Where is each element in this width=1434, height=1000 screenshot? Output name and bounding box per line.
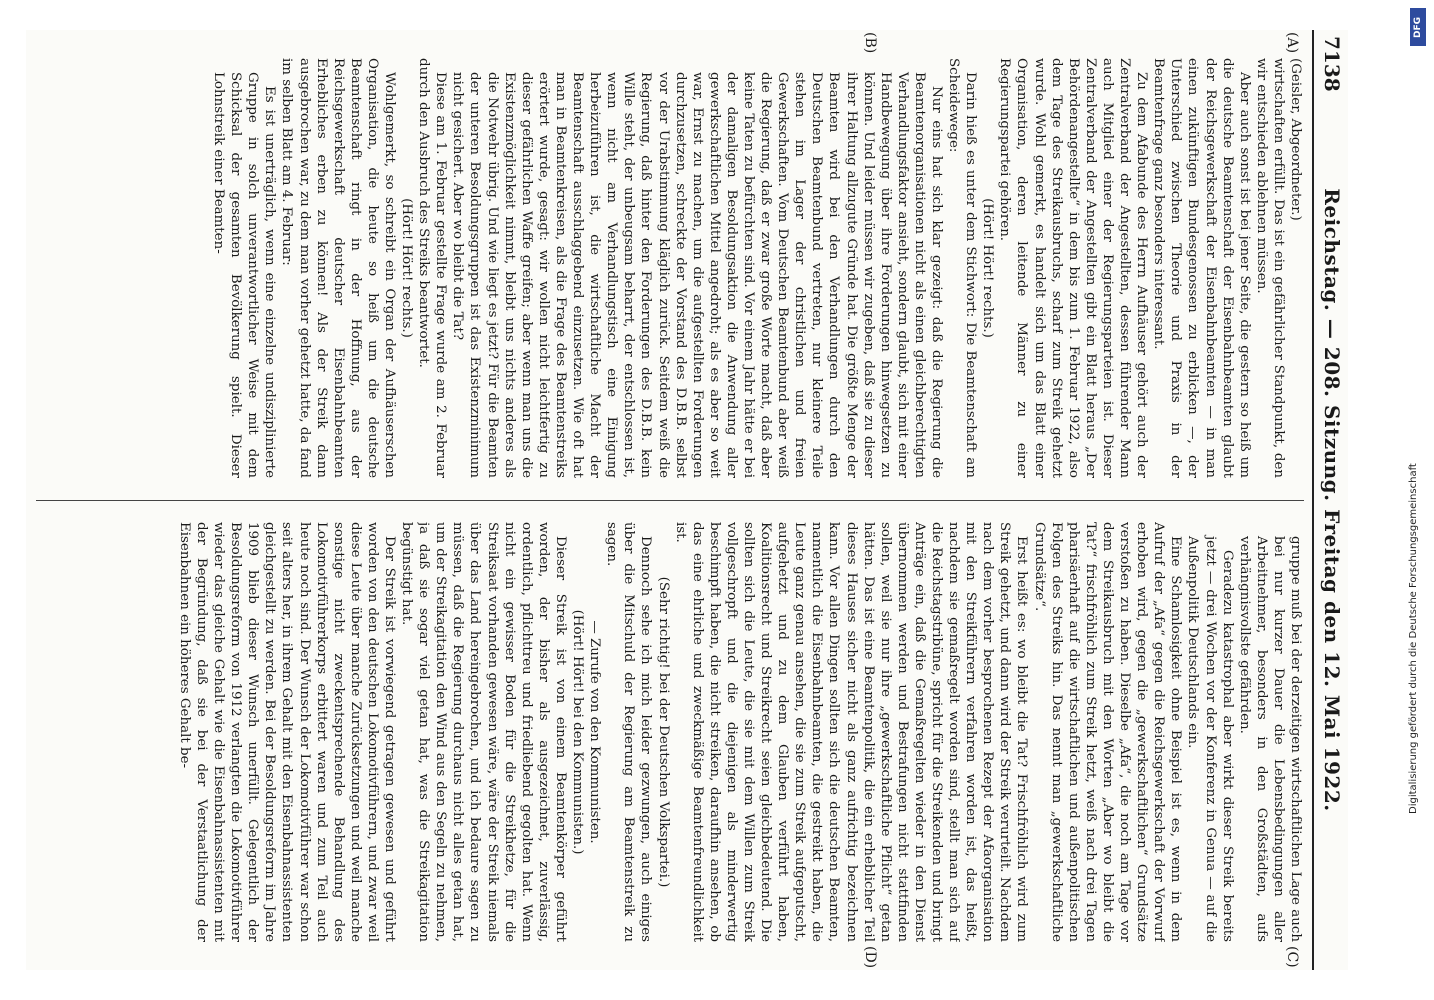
- page-number: 7138: [1320, 36, 1344, 92]
- paragraph: Dennoch sehe ich mich leider gezwungen, auch einiges über die Mitschuld der Regierung am Beamtenstreik zu sagen.: [604, 522, 654, 942]
- interjection: (Hört! Hört! bei den Kommunisten.): [570, 609, 586, 855]
- digitization-note: Digitalisierung gefördert durch die Deutsche Forschungsgemeinschaft: [1408, 463, 1419, 814]
- interjection: (Hört! Hört! rechts.): [399, 198, 415, 338]
- scanned-page: [26, 30, 1348, 970]
- interjection: — Zurufe von den Kommunisten.: [587, 620, 603, 844]
- paragraph: Darin hieß es unter dem Stichwort: Die Beamtenschaft am Scheidewege:: [946, 58, 979, 478]
- page-title: Reichstag. — 208. Sitzung. Freitag den 12. Mai 1922.: [1320, 188, 1344, 812]
- paragraph: Diese am 1. Februar gestellte Frage wurde am 2. Februar durch den Ausbruch des Streiks beantwortet.: [416, 58, 449, 478]
- quoted-paragraph: Nur eins hat sich klar gezeigt: daß die Regierung die Beamtenorganisationen nicht als einen gleichberechtigten Verhandlungsfaktor ansieht, sondern glaubt, sich mit einer Handbewegung über ihre Forderungen hinwegsetzen zu können. Und leider müssen wir zugeben, daß sie zu dieser ihrer Haltung allzugute Gründe hat. Die größte Menge der Beamten wird bei den Verhandlungen durch den Deutschen Beamtenbund vertreten, nur kleinere Teile stehen im Lager der christlichen und freien Gewerkschaften. Vom Deutschen Beamtenbund aber weiß die Regierung, daß er zwar große Worte macht, daß aber keine Taten zu befürchten sind. Vor einem Jahr hätte er bei der damaligen Besoldungsaktion die Anwendung aller gewerkschaftlichen Mittel angedroht; als es aber so weit war, Ernst zu machen, um die aufgestellten Forderungen durchzusetzen, schreckte der Vorstand des D.B.B. selbst vor der Urabstimmung kläglich zurück. Seitdem weiß die Regierung, daß hinter den Forderungen des D.B.B. kein Wille steht, der unbeugsam beharrt, der entschlossen ist, wenn nicht am Verhandlungstisch eine Einigung herbeizuführen ist, die wirtschaftliche Macht der Beamtenschaft ausschlaggebend einzusetzen. Wie oft hat man in Beamtenkreisen, als die Frage des Beamtenstreiks erörtert wurde, gesagt: wir wollen nicht leichtfertig zu dieser gefährlichen Waffe greifen; aber wenn man uns die Existenzmöglichkeit nimmt, bleibt uns nichts anderes als die Notwehr übrig. Und wie liegt es jetzt? Für die Beamten der unteren Besoldungsgruppen ist das Existenzminimum nicht gesichert. Aber wo bleibt die Tat?: [450, 72, 945, 478]
- speaker-line: (Geisler, Abgeordneter.): [1288, 58, 1303, 221]
- paragraph: Erst heißt es: wo bleibt die Tat? Frischfröhlich wird zum Streik gehetzt, und dann wird der Streik verurteilt. Nachdem nach dem vorher besprochenen Rezept der Afaorganisation mit den Streikführern verfahren worden ist, das heißt, nachdem sie gemaßregelt worden sind, stellt man sich auf die Reichstagstribüne, spricht für die Streikenden und bringt Anträge ein, daß die Gemaßregelten wieder in den Dienst übernommen werden und Bestrafungen nicht stattfinden sollen, weil sie nur ihre „gewerkschaftliche Pflicht“ getan hätten. Das ist eine Beamtenpolitik, die ein erheblicher Teil dieses Hauses sicher nicht als ganz aufrichtig bezeichnen kann. Vor allen Dingen sollten sich die deutschen Beamten, namentlich die Eisenbahnbeamten, die gestreikt haben, die Leute ganz genau ansehen, die sie zum Streik aufgeputscht, aufgehetzt und zu dem Glauben verführt haben, Koalitionsrecht und Streikrecht seien gleichbedeutend. Die sollten sich die Leute, die sie mit dem Willen zum Streik vollgeschropft und die diejenigen als minderwertig beschimpft haben, die nicht streiken, daraufhin ansehen, ob das eine ehrliche und zweckmäßige Beamtenfreundlichkeit ist.: [672, 522, 1030, 942]
- digitization-sidebar: [1402, 0, 1434, 1000]
- dfg-logo: DFG: [1410, 8, 1426, 46]
- quoted-paragraph: Geradezu katastrophal aber wirkt dieser Streik bereits jetzt — drei Wochen vor der Konferenz in Genua — auf die Außenpolitik Deutschlands ein.: [1185, 536, 1235, 942]
- interjection: (Sehr richtig! bei der Deutschen Volkspartei.): [655, 576, 671, 888]
- paragraph: Dieser Streik ist von einem Beamtenkörper geführt worden, der bisher als ausgezeichnet, zuverlässig, ordentlich, pflichttreu und friedliebend gegolten hat. Wenn nicht ein gewisser Boden für die Streikhetze, für die Streiksaat vorhanden gewesen wäre, wäre der Streik niemals über das Land hereingebrochen, und ich bedaure sagen zu müssen, daß die Regierung durchaus nicht alles getan hat, um der Streikagitation den Wind aus den Segeln zu nehmen, ja daß sie sogar viel getan hat, was die Streikagitation begünstigt hat.: [399, 522, 568, 942]
- paragraph: Eine Schamlosigkeit ohne Beispiel ist es, wenn in dem Aufruf der „Afa“ gegen die Reichsgewerkschaft der Vorwurf erhoben wird, gegen die „gewerkschaftlichen“ Grundsätze verstoßen zu haben. Dieselbe „Afa“, die noch am Tage vor dem Streikausbruch mit den Worten „Aber wo bleibt die Tat?“ frischfröhlich zum Streik hetzt, weiß nach drei Tagen pharisäerhaft auf die wirtschaftlichen und außenpolitischen Folgen des Streiks hin. Das nennt man „gewerkschaftliche Grundsätze“.: [1031, 522, 1184, 942]
- paragraph: Zu dem Afabunde des Herrn Aufhäuser gehört auch der Zentralverband der Angestellten, dessen führender Mann auch Mitglied einer der Regierungsparteien ist. Dieser Zentralverband der Angestellten gibt ein Blatt heraus „Der Behördenangestellte“ in dem bis zum 1. Februar 1922, also dem Tage des Streikausbruchs, scharf zum Streik gehetzt wurde. Wohl gemerkt, es handelt sich um das Blatt einer Organisation, deren leitende Männer zu einer Regierungspartei gehören.: [997, 58, 1150, 478]
- quoted-paragraph: gruppe muß bei der derzeitigen wirtschaftlichen Lage auch bei nur kurzer Dauer die Lebensbedingungen aller Arbeitnehmer, besonders in den Großstädten, aufs verhängnisvollste gefährden.: [1236, 536, 1303, 942]
- margin-mark-d: (D): [862, 946, 878, 969]
- right-text-column: [36, 522, 1304, 942]
- paragraph: Der Streik ist vorwiegend getragen gewesen und geführt worden von den deutschen Lokomotivführern, und zwar weil diese Leute über manche Zurücksetzungen und weil manche sonstige nicht zweckentsprechende Behandlung des Lokomotivführerkorps erbittert waren und zum Teil auch heute noch sind. Der Wunsch der Lokomotivführer war schon seit alters her, in ihrem Gehalt mit den Eisenbahnassistenten gleichgestellt zu werden. Bei der Besoldungsreform im Jahre 1909 blieb dieser Wunsch unerfüllt. Gelegentlich der Besoldungsreform von 1912 verlangten die Lokomotivführer wieder das gleiche Gehalt wie die Eisenbahnassistenten mit der Begründung, daß sie bei der Verstaatlichung der Eisenbahnen ein höheres Gehalt be-: [176, 522, 398, 942]
- page-header: [1312, 30, 1348, 970]
- margin-mark-a: (A): [1284, 32, 1300, 54]
- quoted-paragraph: Es ist unerträglich, wenn eine einzelne undisziplinierte Gruppe in solch unverantwortlicher Weise mit dem Schicksal der gesamten Bevölkerung spielt. Dieser Lohnstreik einer Beamten-: [211, 72, 278, 478]
- column-divider: [36, 500, 1304, 501]
- margin-mark-b: (B): [862, 32, 878, 54]
- paragraph: Aber auch sonst ist bei jener Seite, die gestern so heiß um die deutsche Beamtenschaft der Eisenbahnbeamten glaubt der Reichsgewerkschaft der Eisenbahnbeamten — in man einen zukünftigen Bundesgenossen zu erblicken —, der Unterschied zwischen Theorie und Praxis in der Beamtenfrage ganz besonders interessant.: [1151, 58, 1252, 478]
- paragraph: Wohlgemerkt, so schreibt ein Organ der Aufhäuserschen Organisation, die heute so heiß um die deutsche Beamtenschaft ringt in der Hoffnung, aus der Reichsgewerkschaft deutscher Eisenbahnbeamten Erhebliches erben zu können! Als der Streik dann ausgebrochen war, zu dem man vorher gehetzt hatte, da fand im selben Blatt am 4. Februar:: [279, 58, 398, 478]
- margin-mark-c: (C): [1284, 946, 1300, 968]
- interjection: (Hört! Hört! rechts.): [980, 198, 996, 338]
- paragraph: wirtschaften erfüllt. Das ist ein gefährlicher Standpunkt, den wir entschieden ablehnen müssen.: [1253, 58, 1286, 478]
- left-text-column: [36, 58, 1304, 478]
